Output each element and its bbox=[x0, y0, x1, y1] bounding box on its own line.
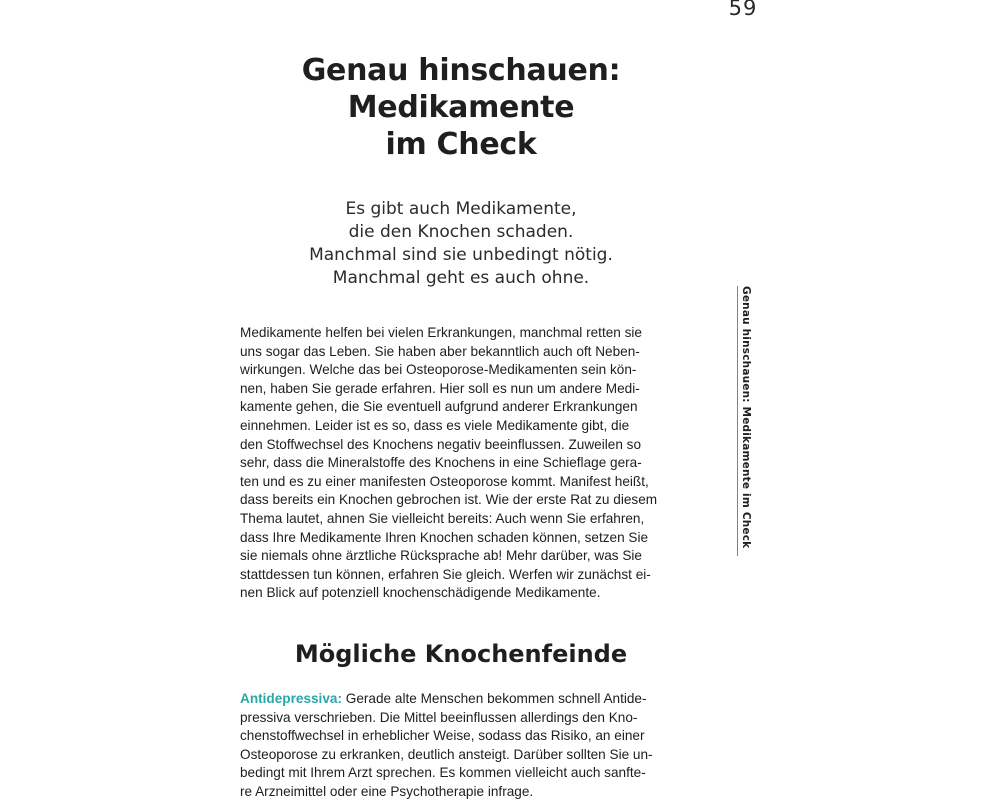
body-line: sie niemals ohne ärztliche Rücksprache ab! Mehr darüber, was Sie bbox=[240, 548, 642, 564]
intro-line: Es gibt auch Medikamente, bbox=[345, 199, 577, 219]
body-line: kamente gehen, die Sie eventuell aufgrund anderer Erkrankungen bbox=[240, 399, 638, 415]
running-header-vertical bbox=[734, 286, 752, 566]
section-first-line-text: Gerade alte Menschen bekommen schnell Antide- bbox=[342, 691, 647, 706]
body-line: stattdessen tun können, erfahren Sie gleich. Werfen wir zunächst ei- bbox=[240, 566, 651, 582]
body-line: sehr, dass die Mineralstoffe des Knochens in eine Schieflage gera- bbox=[240, 455, 642, 471]
chapter-intro bbox=[240, 198, 682, 290]
body-line: dass bereits ein Knochen gebrochen ist. Wie der erste Rat zu diesem bbox=[240, 492, 658, 508]
intro-line: Manchmal geht es auch ohne. bbox=[332, 268, 590, 288]
highlight-term: Antidepressiva: bbox=[240, 691, 342, 706]
body-line: Medikamente helfen bei vielen Erkrankungen, manchmal retten sie bbox=[240, 325, 642, 340]
running-header-rule bbox=[737, 286, 738, 556]
section-first-line bbox=[240, 690, 688, 709]
body-line: den Stoffwechsel des Knochens negativ beeinflussen. Zuweilen so bbox=[240, 436, 642, 452]
chapter-title-line: im Check bbox=[385, 127, 537, 162]
body-line: dass Ihre Medikamente Ihren Knochen schaden können, setzen Sie bbox=[240, 529, 649, 545]
body-line: nen Blick auf potenziell knochenschädigende Medikamente. bbox=[240, 585, 601, 601]
body-line: wirkungen. Welche das bei Osteoporose-Medikamenten sein kön- bbox=[240, 362, 637, 378]
section-line: re Arzneimittel oder eine Psychotherapie infrage. bbox=[240, 783, 534, 799]
chapter-title-line: Genau hinschauen: bbox=[301, 53, 621, 88]
section-line: pressiva verschrieben. Die Mittel beeinflussen allerdings den Kno- bbox=[240, 709, 638, 725]
section-line: bedingt mit Ihrem Arzt sprechen. Es kommen vielleicht auch sanfte- bbox=[240, 765, 646, 781]
section-paragraph bbox=[240, 690, 688, 802]
intro-line: Manchmal sind sie unbedingt nötig. bbox=[309, 245, 613, 265]
body-line: einnehmen. Leider ist es so, dass es viele Medikamente gibt, die bbox=[240, 417, 630, 433]
body-line: Thema lautet, ahnen Sie vielleicht bereits: Auch wenn Sie erfahren, bbox=[240, 510, 645, 526]
body-paragraph bbox=[240, 324, 688, 603]
section-line: Osteoporose zu erkranken, deutlich ansteigt. Darüber sollten Sie un- bbox=[240, 746, 653, 762]
body-line: uns sogar das Leben. Sie haben aber bekanntlich auch oft Neben- bbox=[240, 343, 640, 359]
page-number: 59 bbox=[728, 0, 758, 20]
running-header-text: Genau hinschauen: Medikamente im Check bbox=[740, 286, 752, 549]
body-line: nen, haben Sie gerade erfahren. Hier soll es nun um andere Medi- bbox=[240, 380, 640, 396]
intro-line: die den Knochen schaden. bbox=[348, 222, 574, 242]
chapter-title-line: Medikamente bbox=[347, 90, 575, 125]
section-title: Mögliche Knochenfeinde bbox=[294, 640, 628, 668]
chapter-title bbox=[240, 52, 682, 163]
body-line: ten und es zu einer manifesten Osteoporose kommt. Manifest heißt, bbox=[240, 473, 649, 489]
section-line: chenstoffwechsel in erheblicher Weise, sodass das Risiko, an einer bbox=[240, 728, 645, 744]
